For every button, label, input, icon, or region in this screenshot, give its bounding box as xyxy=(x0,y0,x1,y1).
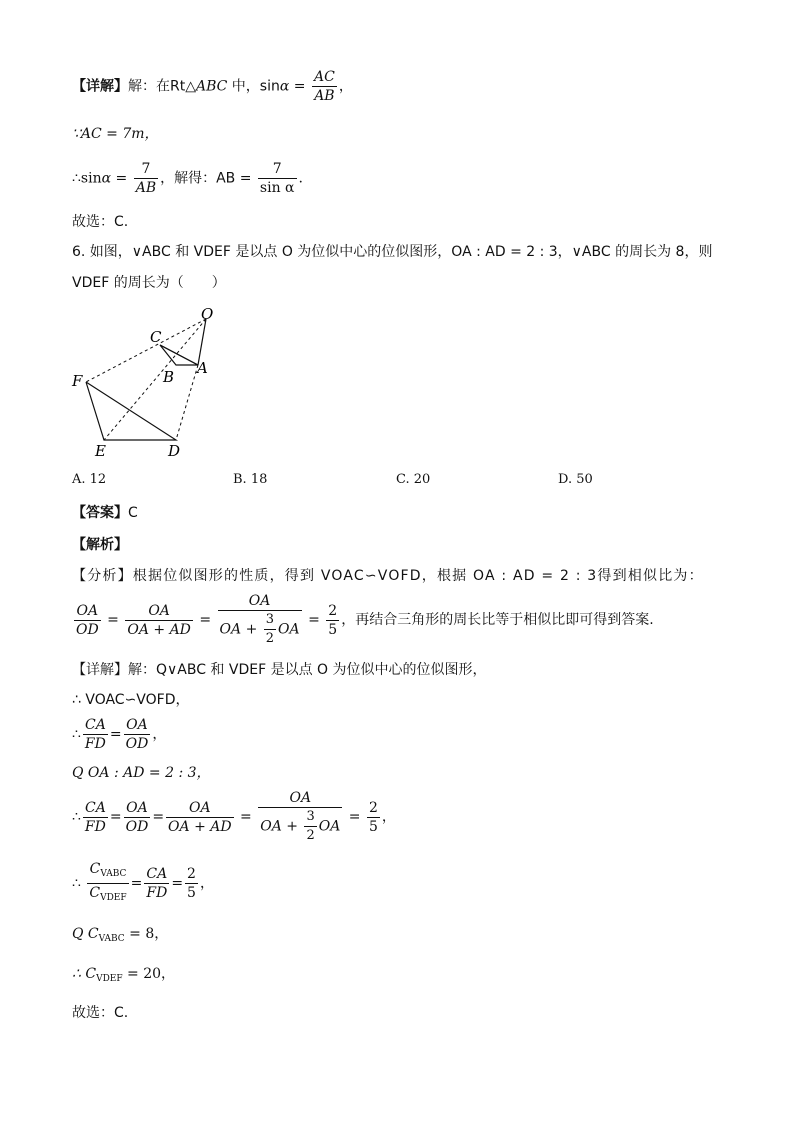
label-f: F xyxy=(72,372,83,390)
segment-ca xyxy=(160,345,198,365)
dashed-ray-od xyxy=(176,365,198,440)
label-c: C xyxy=(150,328,162,346)
label-d: D xyxy=(168,442,181,460)
choice-line: 故选：C. xyxy=(72,214,129,230)
analysis-line-2: $\frac{OA}{OD}$ = $\frac{OA}{OA + AD}$ = OA OA + $\frac{3}{2}$ OA = $\frac{2}{5}$ ，再结合三角形的周长比等于相似比即可得到答案. xyxy=(76,593,654,646)
triangle-def xyxy=(86,382,176,440)
analysis-line-1: 【分析】根据位似图形的性质，得到 VOAC∽VOFD，根据 OA : AD = 2 : 3得到相似比为： xyxy=(72,568,704,584)
label-o: O xyxy=(201,305,214,323)
solution-line-3: ∴sinα = $\frac{7}{AB}$ ，解得：AB = $\frac{7}{\text{sin α}}$ . xyxy=(72,161,303,196)
fraction: $\frac{AC}{AB}$ xyxy=(313,69,335,104)
label-e: E xyxy=(95,442,106,460)
detail-line-4: Q OA : AD = 2 : 3， xyxy=(72,765,211,781)
option-b: B. 18 xyxy=(233,472,268,487)
fraction: $\frac{7}{AB}$ xyxy=(135,161,157,196)
analysis-tag: 【解析】 xyxy=(72,537,128,553)
answer-value: C xyxy=(128,505,138,521)
detail-line-6: ∴ $\frac{C_{VABC}}{C_{VDEF}}$ = $\frac{CA}{FD}$ = $\frac{2}{5}$ ， xyxy=(72,861,214,903)
homothety-figure xyxy=(68,305,228,460)
answer-line xyxy=(72,503,138,523)
detail-line-7: Q $C_{VABC} = 8$， xyxy=(72,926,169,944)
detail-line-1: 【详解】解：Q∨ABC 和 VDEF 是以点 O 为位似中心的位似图形， xyxy=(72,662,487,678)
option-d: D. 50 xyxy=(558,472,593,487)
detail-line-2: ∴ VOAC∽VOFD， xyxy=(72,692,190,708)
option-a: A. 12 xyxy=(72,472,107,487)
fraction: $\frac{7}{\text{sin α}}$ xyxy=(259,161,295,196)
dashed-ray-of xyxy=(86,319,206,382)
solution-line-2: ∵AC = 7m， xyxy=(72,126,159,142)
label-b: B xyxy=(163,368,175,386)
option-c: C. 20 xyxy=(396,472,431,487)
detail-line-3: ∴ $\frac{CA}{FD}$ = $\frac{OA}{OD}$ ， xyxy=(72,717,167,752)
detail-tag: 【详解】 xyxy=(72,78,128,95)
question-6-line-2: VDEF 的周长为（ ） xyxy=(72,275,226,291)
detail-line-5: ∴ $\frac{CA}{FD}$ = $\frac{OA}{OD}$ = $\frac{OA}{OA + AD}$ = OA OA + $\frac{3}{2}$ OA = $\frac{2}{5}$ ， xyxy=(72,790,396,843)
solution-line-1: 【详解】解：在Rt△ABC 中，sinα = $\frac{AC}{AB}$ ， xyxy=(72,69,353,104)
detail-line-8: ∴ $C_{VDEF} = 20$， xyxy=(72,966,176,984)
question-6-line-1: 6. 如图，∨ABC 和 VDEF 是以点 O 为位似中心的位似图形，OA : AD = 2 : 3，∨ABC 的周长为 8，则 xyxy=(72,244,713,260)
answer-tag: 【答案】 xyxy=(72,505,128,521)
label-a: A xyxy=(197,359,208,377)
detail-line-9: 故选：C. xyxy=(72,1005,129,1021)
